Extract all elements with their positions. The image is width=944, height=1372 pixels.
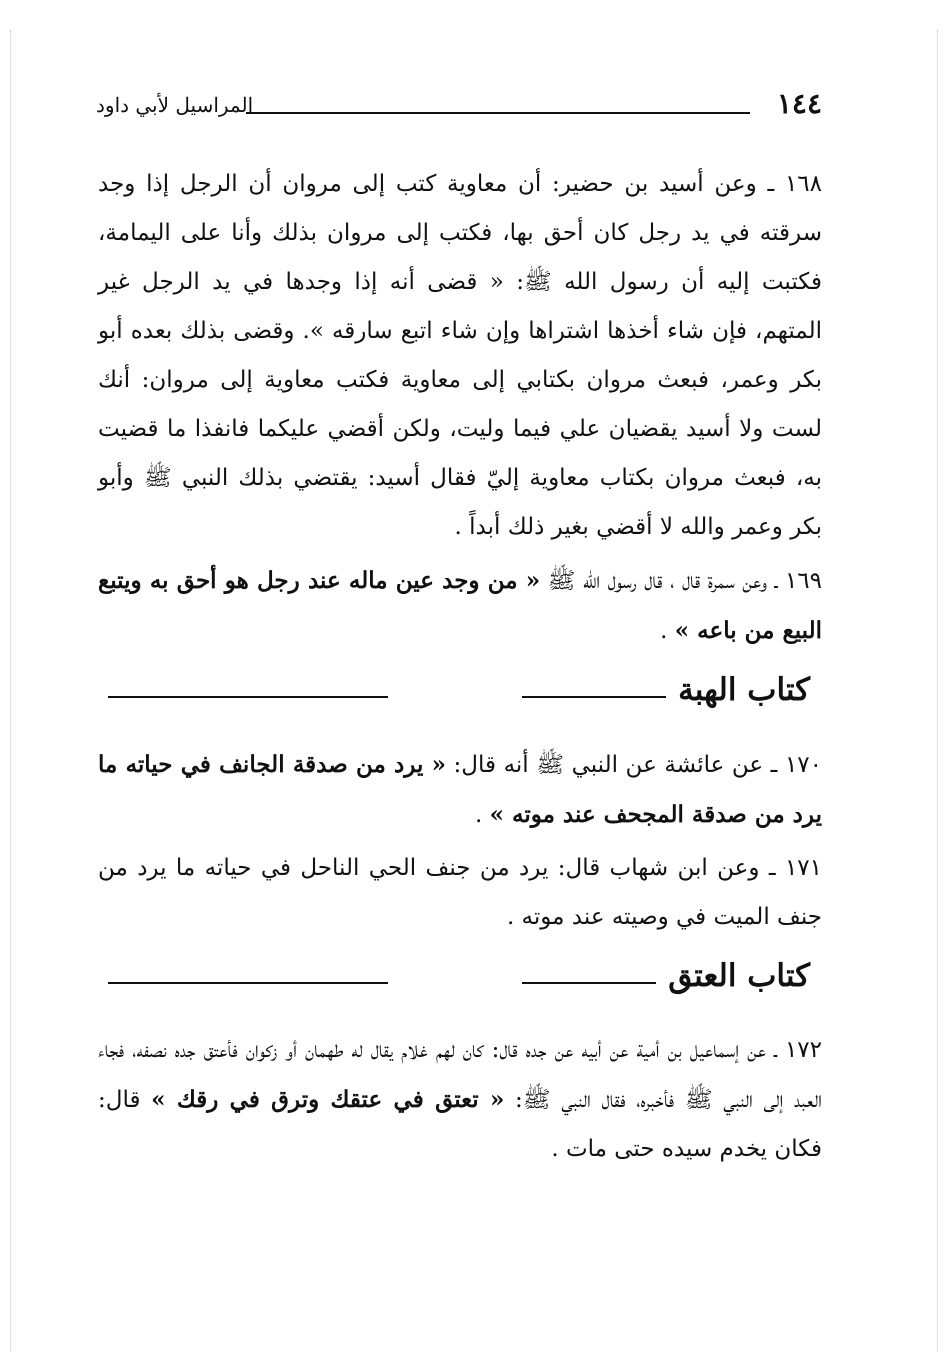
hadith-169 — [98, 556, 822, 656]
hadith-169-end: . — [660, 618, 675, 644]
header-rule — [246, 112, 750, 114]
page-header — [96, 86, 822, 126]
scan-margin-left — [10, 30, 11, 1352]
hadith-170-end: . — [474, 802, 490, 828]
hadith-171 — [98, 844, 822, 942]
hadith-171-text: ١٧١ ـ وعن ابن شهاب قال: يرد من جنف الحي الناحل في حياته ما يرد من جنف الميت في وصيته عند موته . — [98, 855, 822, 930]
section-heading-hiba — [98, 662, 822, 732]
hadith-172 — [98, 1026, 822, 1174]
page-number: ١٤٤ — [776, 87, 822, 120]
hadith-170-quote: « يرد من صدقة الجانف في حياته ما يرد من صدقة المجحف عند موته » — [98, 751, 822, 828]
page-body — [98, 160, 822, 1174]
hadith-172-quote: « تعتق في عتقك وترق في رقك » — [151, 1086, 505, 1113]
running-title: المراسيل لأبي داود — [96, 93, 254, 117]
hadith-169-quote: « من وجد عين ماله عند رجل هو أحق به ويتبع البيع من باعه » — [98, 567, 822, 644]
hadith-170-intro: ١٧٠ ـ عن عائشة عن النبي ﷺ أنه قال: — [446, 752, 822, 778]
section-title-hiba: كتاب الهبة — [666, 668, 822, 712]
hadith-168 — [98, 160, 822, 552]
hadith-172-end: قال: فكان يخدم سيده حتى مات . — [98, 1087, 822, 1162]
scan-margin-right — [937, 30, 938, 1352]
hadith-172-intro: ١٧٢ ـ عن إسماعيل بن أمية عن أبيه عن جده قال: كان لهم غلام يقال له طهمان أو زكوان فأعتق جده نصفه، فجاء العبد إلى النبي ﷺ فأخبره، فقال النبي ﷺ: — [98, 1037, 822, 1113]
hadith-170 — [98, 740, 822, 840]
hadith-168-text: ١٦٨ ـ وعن أسيد بن حضير: أن معاوية كتب إلى مروان أن الرجل إذا وجد سرقته في يد رجل كان أحق بها، فكتب إلى مروان بذلك وأنا على اليمامة، فكتبت إليه أن رسول الله ﷺ: « قضى أنه إذا وجدها في يد الرجل غير المتهم، فإن شاء أخذها اشتراها وإن شاء اتبع سارقه ». وقضى بذلك بعده أبو بكر وعمر، فبعث مروان بكتابي إلى معاوية فكتب معاوية إلى مروان: أنك لست ولا أسيد يقضيان علي فيما وليت، ولكن أقضي عليكما فانفذا ما قضيت به، فبعث مروان بكتاب معاوية إليّ فقال أسيد: يقتضي بذلك النبي ﷺ وأبو بكر وعمر والله لا أقضي بغير ذلك أبداً . — [98, 171, 822, 540]
section-title-itq: كتاب العتق — [656, 954, 822, 998]
hadith-169-intro: ١٦٩ ـ وعن سمرة قال ، قال رسول الله ﷺ — [540, 568, 822, 594]
section-heading-itq — [98, 948, 822, 1018]
